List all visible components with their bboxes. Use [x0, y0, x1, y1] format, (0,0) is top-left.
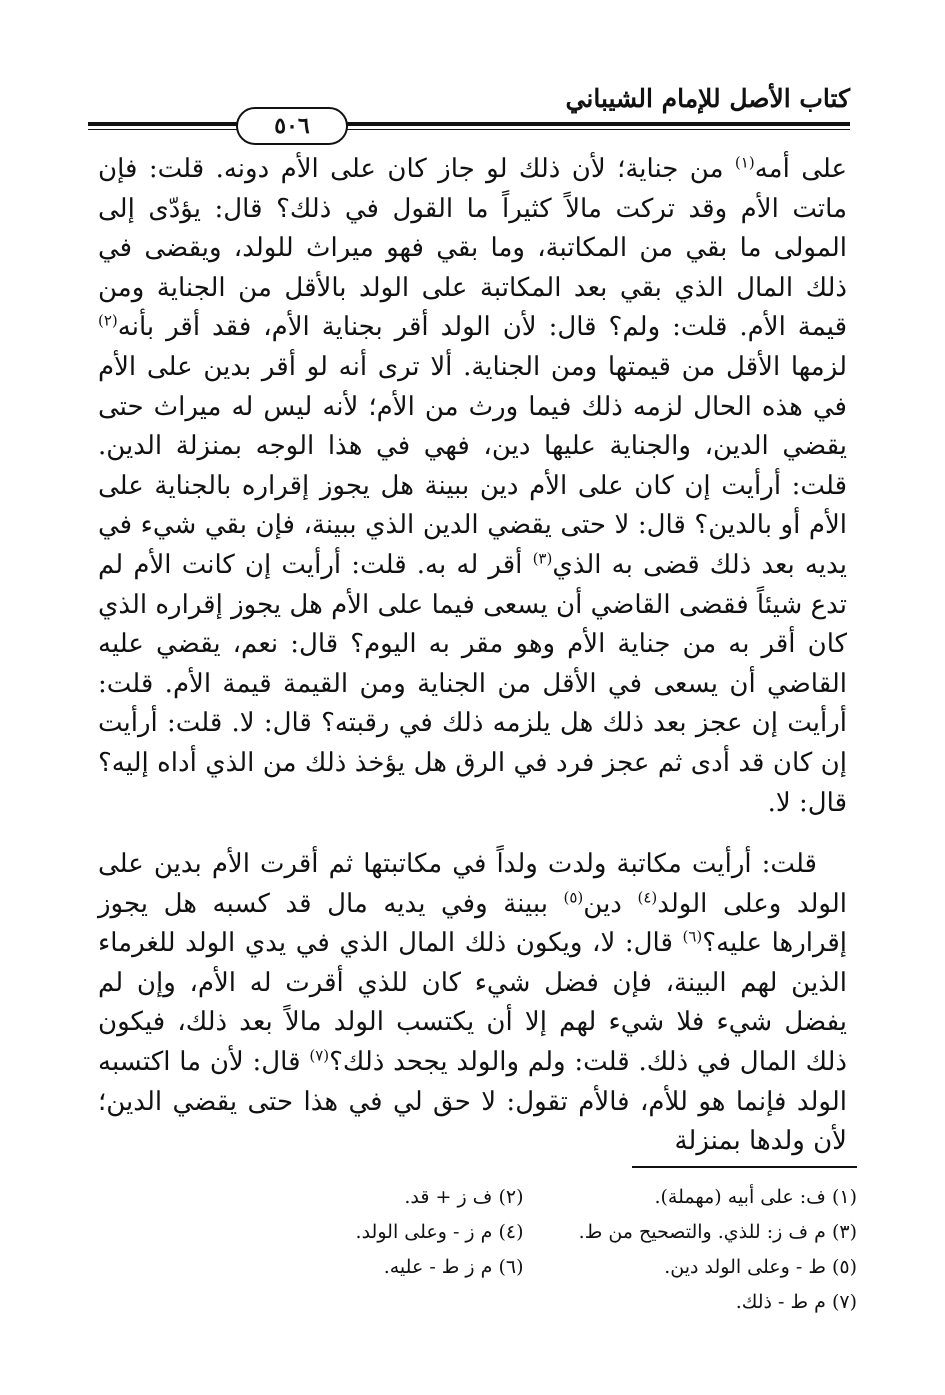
- footnote-reference: (٤): [637, 888, 658, 907]
- footnotes: [190, 1180, 857, 1320]
- footnote-text: ف ز + قد.: [404, 1186, 493, 1208]
- text-run: من جناية؛ لأن ذلك لو جاز كان على الأم دونه. قلت: فإن ماتت الأم وقد تركت مالاً كثيراً ما القول في ذلك؟ قال: يؤدّى إلى المولى ما بقي من المكاتبة، وما بقي فهو ميراث للولد، ويقضى في ذلك المال الذي بقي بعد المكاتبة على الولد بالأقل من الجناية ومن قيمة الأم. قلت: ولم؟ قال: لأن الولد أقر بجناية الأم، فقد أقر بأنه: [98, 154, 847, 343]
- footnote-separator: [632, 1166, 857, 1168]
- text-run: قال: لا، ويكون ذلك المال الذي في يدي الولد للغرماء الذين لهم البينة، فإن فضل شيء كان للذي أقرت له الأم، وإن لم يفضل شيء فلا شيء لهم إلا أن يكتسب الولد مالاً بعد ذلك، فيكون ذلك المال في ذلك. قلت: ولم والولد يجحد ذلك؟: [98, 928, 847, 1078]
- footnote-empty: [190, 1285, 524, 1320]
- main-text: [98, 150, 847, 1162]
- footnote-reference: (٧): [309, 1046, 330, 1065]
- header-rule-thin: [88, 129, 850, 130]
- footnote-reference: (٦): [682, 927, 703, 946]
- page-number-badge: [236, 107, 348, 145]
- footnote: [190, 1215, 524, 1250]
- footnote: [524, 1250, 858, 1285]
- footnote: [524, 1180, 858, 1215]
- footnote-number: (٦): [498, 1256, 524, 1278]
- text-run: ببينة وفي يديه مال قد كسبه هل يجوز إقرارها عليه؟: [98, 888, 847, 959]
- footnote-row: [190, 1250, 857, 1285]
- footnote-text: م ز ط - عليه.: [383, 1256, 493, 1278]
- footnote: [190, 1180, 524, 1215]
- footnote-text: م ط - ذلك.: [735, 1291, 826, 1313]
- page-number: ٥٠٦: [274, 113, 310, 139]
- footnote-number: (١): [831, 1186, 857, 1208]
- footnote-number: (٥): [831, 1256, 857, 1278]
- text-run: لزمها الأقل من قيمتها ومن الجناية. ألا ترى أنه لو أقر بدين على الأم في هذه الحال لزمه ذلك فيما ورث من الأم؛ لأنه ليس له ميراث حتى يقضي الدين، والجناية عليها دين، فهي في هذا الوجه بمنزلة الدين. قلت: أرأيت إن كان على الأم دين ببينة هل يجوز إقراره بالجناية على الأم أو بالدين؟ قال: لا حتى يقضي الدين الذي ببينة، فإن بقي شيء في يديه بعد ذلك قضى به الذي: [98, 351, 847, 580]
- paragraph: [98, 150, 847, 823]
- footnote-reference: (٣): [532, 549, 553, 568]
- footnote-text: م ف ز: للذي. والتصحيح من ط.: [578, 1221, 826, 1243]
- text-run: دين: [583, 888, 638, 919]
- running-title: كتاب الأصل للإمام الشيباني: [565, 84, 850, 113]
- footnote-row: [190, 1215, 857, 1250]
- header-rule-thick: [88, 122, 850, 126]
- footnote-text: م ز - وعلى الولد.: [355, 1221, 493, 1243]
- footnote-reference: (٥): [563, 888, 584, 907]
- footnote-number: (٢): [498, 1186, 524, 1208]
- text-run: قال: لأن ما اكتسبه الولد فإنما هو للأم، فالأم تقول: لا حق لي في هذا حتى يقضي الدين؛ لأن ولدها بمنزلة: [98, 1047, 847, 1157]
- footnote-number: (٧): [831, 1291, 857, 1313]
- page-header: [88, 78, 850, 144]
- footnote-text: ف: على أبيه (مهملة).: [654, 1186, 826, 1208]
- footnote-reference: (١): [734, 153, 755, 172]
- footnote-row: [190, 1180, 857, 1215]
- footnote: [524, 1215, 858, 1250]
- text-run: أقر له به. قلت: أرأيت إن كانت الأم لم تدع شيئاً فقضى القاضي أن يسعى فيما على الأم هل يجوز إقراره الذي كان أقر به من جناية الأم وهو مقر به اليوم؟ قال: نعم، يقضي عليه القاضي أن يسعى في الأقل من الجناية ومن القيمة قيمة الأم. قلت: أرأيت إن عجز بعد ذلك هل يلزمه ذلك في رقبته؟ قال: لا. قلت: أرأيت إن كان قد أدى ثم عجز فرد في الرق هل يؤخذ ذلك من الذي أداه إليه؟ قال: لا.: [98, 549, 847, 818]
- footnote: [524, 1285, 858, 1320]
- footnote-text: ط - وعلى الولد دين.: [664, 1256, 826, 1278]
- footnote-row: [190, 1285, 857, 1320]
- footnote-number: (٤): [498, 1221, 524, 1243]
- footnote-reference: (٢): [98, 311, 118, 330]
- paragraph: [98, 845, 847, 1162]
- text-run: على أمه: [754, 154, 848, 184]
- footnote: [190, 1250, 524, 1285]
- footnote-number: (٣): [831, 1221, 857, 1243]
- text-run: قلت: أرأيت مكاتبة ولدت ولداً في مكاتبتها ثم أقرت الأم بدين على الولد وعلى الولد: [98, 849, 847, 919]
